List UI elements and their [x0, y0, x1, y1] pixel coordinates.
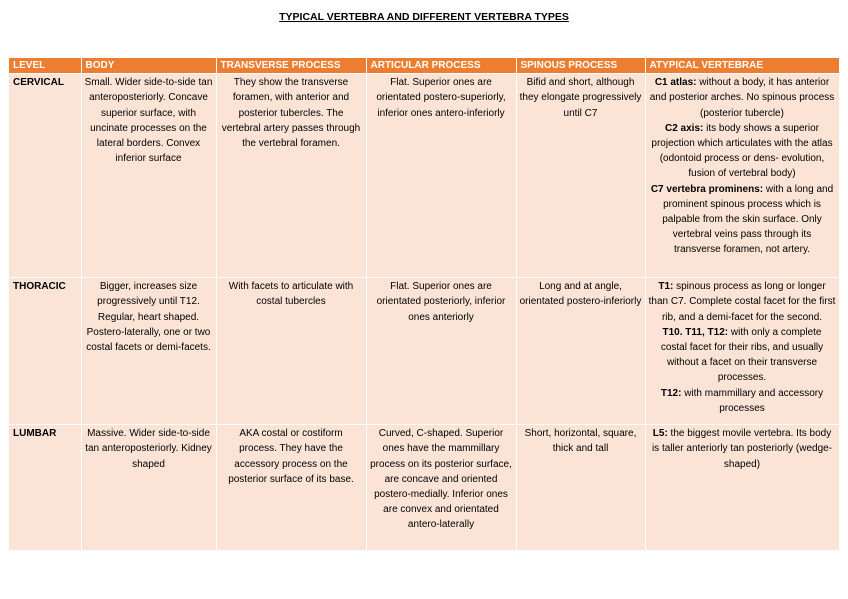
page-title: TYPICAL VERTEBRA AND DIFFERENT VERTEBRA TYPES	[279, 11, 569, 23]
cell-atypical	[645, 74, 839, 278]
atypical-text: without a body, it has anterior and posterior arches. No spinous process (posterior tubercle)	[649, 77, 835, 119]
header-articular-process: ARTICULAR PROCESS	[366, 58, 516, 74]
header-transverse-process: TRANSVERSE PROCESS	[216, 58, 366, 74]
atypical-item	[649, 121, 836, 182]
atypical-label: C2 axis:	[665, 122, 704, 134]
atypical-text: spinous process as long or longer than C7. Complete costal facet for the first rib, and a demi-facet for the second.	[648, 281, 836, 323]
cell-body: Bigger, increases size progressively until T12. Regular, heart shaped. Postero-laterally, one or two costal facets or demi-facets.	[81, 278, 216, 425]
atypical-item	[649, 426, 836, 472]
cell-transverse: AKA costal or costiform process. They have the accessory process on the posterior surface of its base.	[216, 425, 366, 551]
atypical-label: C7 vertebra prominens:	[650, 183, 764, 195]
cell-articular: Flat. Superior ones are orientated posteriorly, inferior ones anteriorly	[366, 278, 516, 425]
vertebra-table	[9, 58, 840, 550]
atypical-item	[649, 325, 836, 386]
header-row	[9, 58, 839, 74]
cell-atypical	[645, 425, 839, 551]
atypical-label: T12:	[660, 387, 682, 399]
cell-body: Small. Wider side-to-side tan anteroposteriorly. Concave superior surface, with uncinate processes on the lateral borders. Convex inferior surface	[81, 74, 216, 278]
atypical-item	[649, 182, 836, 258]
cell-level: THORACIC	[9, 278, 81, 425]
cell-level: LUMBAR	[9, 425, 81, 551]
table-row-cervical	[9, 74, 839, 278]
header-level: LEVEL	[9, 58, 81, 74]
atypical-label: T1:	[658, 281, 674, 293]
table-row-thoracic	[9, 278, 839, 425]
cell-transverse: They show the transverse foramen, with anterior and posterior tubercles. The vertebral artery passes through the vertebral foramen.	[216, 74, 366, 278]
atypical-item	[649, 386, 836, 416]
atypical-item	[649, 279, 836, 325]
table-row-lumbar	[9, 425, 839, 551]
cell-spinous: Long and at angle, orientated postero-inferiorly	[516, 278, 645, 425]
cell-transverse: With facets to articulate with costal tubercles	[216, 278, 366, 425]
cell-atypical	[645, 278, 839, 425]
atypical-text: with mammillary and accessory processes	[681, 387, 824, 414]
atypical-text: its body shows a superior projection which articulates with the atlas (odontoid process or dens- evolution, fusion of vertebral body)	[651, 122, 833, 180]
atypical-label: C1 atlas:	[654, 77, 697, 89]
header-atypical-vertebrae: ATYPICAL VERTEBRAE	[645, 58, 839, 74]
atypical-text: with only a complete costal facet for their ribs, and usually without a facet on their transverse processes.	[660, 326, 824, 384]
atypical-text: with a long and prominent spinous process which is palpable from the skin surface. Only vertebral veins pass through its transverse foramen, not artery.	[662, 183, 834, 256]
atypical-text: the biggest movile vertebra. Its body is taller anteriorly tan posteriorly (wedge-shaped)	[651, 428, 833, 470]
atypical-label: T10. T11, T12:	[662, 326, 729, 338]
header-body: BODY	[81, 58, 216, 74]
atypical-item	[649, 75, 836, 121]
cell-level: CERVICAL	[9, 74, 81, 278]
header-spinous-process: SPINOUS PROCESS	[516, 58, 645, 74]
cell-articular: Flat. Superior ones are orientated postero-superiorly, inferior ones antero-inferiorly	[366, 74, 516, 278]
cell-articular: Curved, C-shaped. Superior ones have the mammillary process on its posterior surface, are concave and oriented postero-medially. Inferior ones are convex and orientated antero-laterally	[366, 425, 516, 551]
cell-spinous: Bifid and short, although they elongate progressively until C7	[516, 74, 645, 278]
cell-body: Massive. Wider side-to-side tan anteroposteriorly. Kidney shaped	[81, 425, 216, 551]
cell-spinous: Short, horizontal, square, thick and tall	[516, 425, 645, 551]
atypical-label: L5:	[652, 428, 668, 440]
